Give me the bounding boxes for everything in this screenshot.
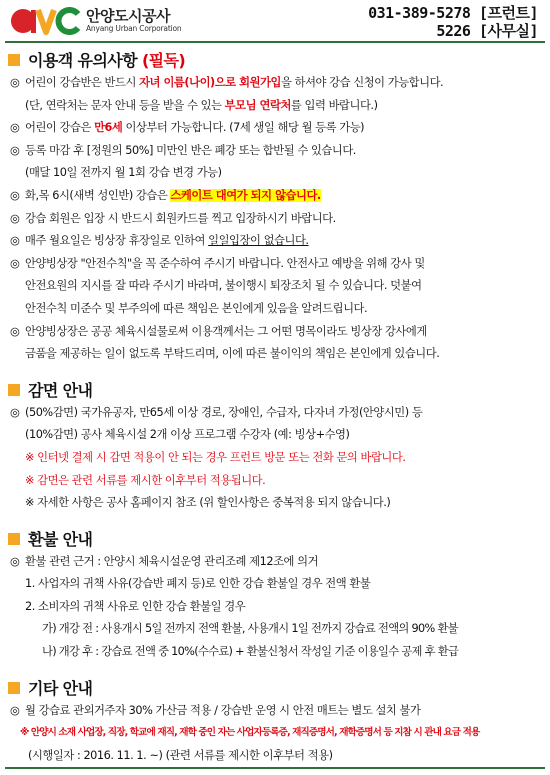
- text: 어린이 강습반은 반드시: [25, 76, 140, 89]
- refund-line: [0, 551, 550, 574]
- notice-line: [0, 343, 550, 366]
- top-divider: [5, 41, 545, 43]
- emphasis-text: 만6세: [94, 121, 123, 135]
- section-square-icon: [8, 54, 20, 66]
- notice-line: [0, 72, 550, 95]
- phone-front: 031-389-5278 [프런트]: [368, 4, 538, 22]
- bullet-icon: ◎: [10, 554, 20, 568]
- bullet-icon: ◎: [10, 234, 20, 248]
- discount-line: [0, 424, 550, 447]
- text: 를 입력 바랍니다.): [290, 98, 378, 112]
- text: 가) 개강 전 : 사용개시 5일 전까지 전액 환불, 사용개시 1일 전까지 강습료 전액의 90% 환불: [42, 622, 458, 636]
- discount-line: [0, 470, 550, 493]
- text: 나) 개강 후 : 강습료 전액 중 10%(수수료) + 환불신청서 작성일 기준 이용일수 공제 후 환급: [42, 645, 459, 659]
- bullet-icon: ◎: [10, 121, 20, 135]
- notice-line: [0, 117, 550, 140]
- notice-line: [0, 162, 550, 185]
- notice-title-emphasis: (필독): [141, 51, 186, 70]
- logo-subtitle: Anyang Urban Corporation: [86, 24, 182, 33]
- text: 이상부터 가능합니다. (7세 생일 해당 월 등록 가능): [122, 121, 365, 135]
- section-square-icon: [8, 384, 20, 396]
- discount-line: [0, 492, 550, 515]
- text: 화,목 6시(새벽 성인반) 강습은: [25, 188, 171, 202]
- notice-line: [0, 275, 550, 298]
- underlined-text: 일일입장이 없습니다.: [208, 234, 309, 248]
- section-discount-title: [0, 376, 550, 402]
- text: 1. 사업자의 귀책 사유(강습반 폐지 등)로 인한 강습 환불일 경우 전액 환불: [25, 577, 371, 591]
- text: 을 하셔야 강습 신청이 가능합니다.: [281, 76, 444, 89]
- text: (50%감면) 국가유공자, 만65세 이상 경로, 장애인, 수급자, 다자녀 가정(안양시민) 등: [25, 405, 423, 419]
- section-other-title: [0, 674, 550, 700]
- warning-text: ※ 안양시 소재 사업장, 직장, 학교에 재직, 재학 중인 자는 사업자등록증, 재직증명서, 재학증명서 등 지참 시 관내 요금 적용: [20, 727, 480, 739]
- text: ※ 자세한 사항은 공사 홈페이지 참조 (위 할인사항은 중복적용 되지 않습니다.): [25, 496, 391, 510]
- text: 안전수칙 미준수 및 부주의에 따른 책임은 본인에게 있음을 알려드립니다.: [25, 301, 368, 315]
- bullet-icon: ◎: [10, 188, 20, 202]
- bottom-divider: [5, 767, 545, 769]
- text: (10%감면) 공사 체육시설 2개 이상 프로그램 수강자 (예: 빙상+수영): [25, 428, 350, 442]
- section-notice-title: [0, 46, 550, 72]
- notice-line: [0, 140, 550, 163]
- refund-line: [0, 596, 550, 619]
- other-line: [0, 722, 550, 745]
- section-square-icon: [8, 682, 20, 694]
- refund-title: 환불 안내: [28, 529, 93, 549]
- discount-title: 감면 안내: [28, 380, 93, 400]
- header: [0, 0, 550, 40]
- text: 매주 월요일은 빙상장 휴장일로 인하여: [25, 234, 209, 248]
- bullet-icon: ◎: [10, 76, 20, 89]
- text: 월 강습료 관외거주자 30% 가산금 적용 / 강습반 운영 시 안전 매트는 별도 설치 불가: [25, 703, 421, 717]
- bullet-icon: ◎: [10, 405, 20, 419]
- notice-line: [0, 185, 550, 208]
- notice-line: [0, 230, 550, 253]
- discount-line: [0, 447, 550, 470]
- text: 안양빙상장은 공공 체육시설물로써 이용객께서는 그 어떤 명목이라도 빙상장 강사에게: [25, 324, 427, 338]
- notice-line: [0, 208, 550, 231]
- text: 안전요원의 지시를 잘 따라 주시기 바라며, 불이행시 퇴장조치 될 수 있습니다. 덧붙여: [25, 279, 422, 293]
- notice-line: [0, 321, 550, 344]
- notice-line: [0, 298, 550, 321]
- highlighted-text: 스케이트 대여가 되지 않습니다.: [170, 188, 321, 202]
- corporation-logo: [10, 6, 82, 36]
- text: 등록 마감 후 [정원의 50%] 미만인 반은 폐강 또는 합반될 수 있습니다.: [25, 143, 356, 157]
- notice-line: [0, 95, 550, 118]
- refund-line: [0, 641, 550, 664]
- discount-line: [0, 402, 550, 425]
- other-title: 기타 안내: [28, 678, 93, 698]
- section-square-icon: [8, 533, 20, 545]
- warning-text: ※ 인터넷 결제 시 감면 적용이 안 되는 경우 프런트 방문 또는 전화 문의 바랍니다.: [25, 450, 406, 464]
- other-line: [0, 700, 550, 723]
- phone-office: 5226 [사무실]: [436, 22, 538, 40]
- text: 어린이 강습은: [25, 121, 95, 135]
- bullet-icon: ◎: [10, 703, 20, 717]
- logo-name: 안양도시공사: [86, 7, 170, 25]
- text: (단, 연락처는 문자 안내 등을 받을 수 있는: [25, 98, 225, 112]
- refund-line: [0, 573, 550, 596]
- emphasis-text: 부모님 연락처: [224, 98, 291, 112]
- text: 금품을 제공하는 일이 없도록 부탁드리며, 이에 따른 불이익의 책임은 본인에게 있습니다.: [25, 347, 440, 361]
- text: (매달 10일 전까지 월 1회 강습 변경 가능): [25, 166, 222, 180]
- bullet-icon: ◎: [10, 143, 20, 157]
- text: 안양빙상장 "안전수칙"을 꼭 준수하여 주시기 바랍니다. 안전사고 예방을 위해 강사 및: [25, 256, 425, 270]
- notice-content: [0, 44, 550, 767]
- notice-title: 이용객 유의사항: [28, 51, 142, 70]
- emphasis-text: 자녀 이름(나이)으로 회원가입: [139, 76, 282, 89]
- notice-line: [0, 253, 550, 276]
- text: (시행일자 : 2016. 11. 1. ~) (관련 서류를 제시한 이후부터 적용): [28, 748, 333, 762]
- warning-text: ※ 감면은 관련 서류를 제시한 이후부터 적용됩니다.: [25, 473, 266, 487]
- bullet-icon: ◎: [10, 324, 20, 338]
- text: 2. 소비자의 귀책 사유로 인한 강습 환불일 경우: [25, 599, 246, 613]
- section-refund-title: [0, 525, 550, 551]
- bullet-icon: ◎: [10, 211, 20, 225]
- refund-line: [0, 618, 550, 641]
- bullet-icon: ◎: [10, 256, 20, 270]
- text: 강습 회원은 입장 시 반드시 회원카드를 찍고 입장하시기 바랍니다.: [25, 211, 336, 225]
- text: 환불 관련 근거 : 안양시 체육시설운영 관리조례 제12조에 의거: [25, 554, 319, 568]
- other-line: [0, 745, 550, 768]
